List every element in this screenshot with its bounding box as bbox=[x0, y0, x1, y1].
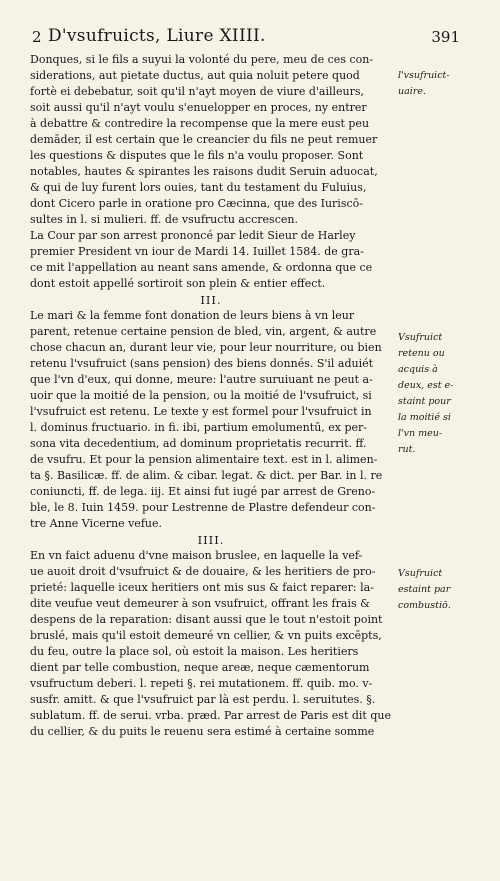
text-line: sublatum. ff. de serui. vrba. præd. Par arrest de Paris est dit que bbox=[30, 709, 391, 722]
section-3-body bbox=[30, 308, 392, 532]
text-line: & qui de luy furent lors ouies, tant du testament du Fuluius, bbox=[30, 181, 367, 194]
text-line: dite veufue veut demeurer à son vsufruict, offrant les frais & bbox=[30, 597, 370, 610]
text-line: Le mari & la femme font donation de leurs biens à vn leur bbox=[30, 309, 355, 322]
text-line: chose chacun an, durant leur vie, pour leur nourriture, ou bien bbox=[30, 341, 382, 354]
main-text bbox=[30, 52, 392, 740]
text-line: ble, le 8. Iuin 1459. pour Lestrenne de Plastre defendeur con- bbox=[30, 501, 376, 514]
text-line: à debattre & contredire la recompense que la mere eust peu bbox=[30, 117, 370, 130]
marginal-note-3 bbox=[398, 566, 478, 614]
running-head bbox=[30, 26, 460, 50]
text-line: soit aussi qu'il n'ayt voulu s'enuelopper en proces, ny entrer bbox=[30, 101, 367, 114]
text-line: ce mit l'appellation au neant sans amende, & ordonna que ce bbox=[30, 261, 373, 274]
marginal-line: l'vn meu- bbox=[398, 428, 443, 439]
text-line: coniuncti, ff. de lega. iij. Et ainsi fut iugé par arrest de Greno- bbox=[30, 485, 376, 498]
marginal-line: l'vsufruict- bbox=[398, 70, 450, 81]
text-line: fortè ei debebatur, soit qu'il n'ayt moyen de viure d'ailleurs, bbox=[30, 85, 364, 98]
text-line: du feu, outre la place sol, où estoit la maison. Les heritiers bbox=[30, 645, 359, 658]
text-line: premier President vn iour de Mardi 14. Iuillet 1584. de gra- bbox=[30, 245, 364, 258]
text-line: siderations, aut pietate ductus, aut quia noluit petere quod bbox=[30, 69, 360, 82]
text-line: tre Anne Vicerne vefue. bbox=[30, 517, 162, 530]
text-line: l'vsufruict est retenu. Le texte y est formel pour l'vsufruict in bbox=[30, 405, 372, 418]
text-line: notables, hautes & spirantes les raisons dudit Seruin aduocat, bbox=[30, 165, 378, 178]
marginal-line: uaire. bbox=[398, 86, 427, 97]
paragraph-1 bbox=[30, 52, 392, 228]
text-line: susfr. amitt. & que l'vsufruict par là est perdu. l. seruitutes. §. bbox=[30, 693, 376, 706]
text-line: bruslé, mais qu'il estoit demeuré vn cellier, & vn puits excēpts, bbox=[30, 629, 382, 642]
text-line: En vn faict aduenu d'vne maison bruslee, en laquelle la vef- bbox=[30, 549, 363, 562]
text-line: demāder, il est certain que le creancier du fils ne peut remuer bbox=[30, 133, 378, 146]
section-heading-3: III. bbox=[200, 293, 222, 307]
paragraph-2 bbox=[30, 228, 392, 292]
page-number-left: 2 bbox=[32, 28, 42, 46]
marginal-line: staint pour bbox=[398, 396, 451, 407]
text-line: vsufructum deberi. l. repeti §. rei mutationem. ff. quib. mo. v- bbox=[30, 677, 373, 690]
text-line: dont Cicero parle in oratione pro Cæcinna, que des Iuriscō- bbox=[30, 197, 363, 210]
marginal-note-1 bbox=[398, 68, 478, 100]
marginal-line: Vsufruict bbox=[398, 568, 443, 579]
text-line: de vsufru. Et pour la pension alimentaire text. est in l. alimen- bbox=[30, 453, 378, 466]
text-line: uoir que la moitié de la pension, ou la moitié de l'vsufruict, si bbox=[30, 389, 372, 402]
marginal-line: la moitié si bbox=[398, 412, 451, 423]
marginal-line: retenu ou bbox=[398, 348, 445, 359]
text-line: ue auoit droit d'vsufruict & de douaire, & les heritiers de pro- bbox=[30, 565, 376, 578]
text-line: les questions & disputes que le fils n'a voulu proposer. Sont bbox=[30, 149, 364, 162]
marginal-line: acquis à bbox=[398, 364, 438, 375]
text-line: sona vita decedentium, ad dominum proprietatis recurrit. ff. bbox=[30, 437, 367, 450]
text-line: La Cour par son arrest prononcé par ledit Sieur de Harley bbox=[30, 229, 356, 242]
marginal-line: Vsufruict bbox=[398, 332, 443, 343]
page-number-right: 391 bbox=[431, 28, 460, 46]
text-line: dient par telle combustion, neque areæ, neque cæmentorum bbox=[30, 661, 370, 674]
text-line: l. dominus fructuario. in fi. ibi, partium emolumentū, ex per- bbox=[30, 421, 368, 434]
text-line: dont estoit appellé sortiroit son plein & entier effect. bbox=[30, 277, 326, 290]
marginal-line: combustiō. bbox=[398, 600, 451, 611]
text-line: Donques, si le fils a suyui la volonté du pere, meu de ces con- bbox=[30, 53, 374, 66]
text-line: parent, retenue certaine pension de bled, vin, argent, & autre bbox=[30, 325, 377, 338]
text-line: prieté: laquelle iceux heritiers ont mis sus & faict reparer: la- bbox=[30, 581, 374, 594]
section-heading-4: IIII. bbox=[197, 533, 225, 547]
marginal-note-2 bbox=[398, 330, 478, 458]
marginal-line: rut. bbox=[398, 444, 416, 455]
text-line: despens de la reparation: disant aussi que le tout n'estoit point bbox=[30, 613, 383, 626]
marginal-line: deux, est e- bbox=[398, 380, 454, 391]
marginal-line: estaint par bbox=[398, 584, 451, 595]
text-line: retenu l'vsufruict (sans pension) des biens donnés. S'il aduiét bbox=[30, 357, 374, 370]
text-line: sultes in l. si mulieri. ff. de vsufructu accrescen. bbox=[30, 213, 298, 226]
text-line: du cellier, & du puits le reuenu sera estimé à certaine somme bbox=[30, 725, 375, 738]
section-4-body bbox=[30, 548, 392, 740]
text-line: que l'vn d'eux, qui donne, meure: l'autre suruiuant ne peut a- bbox=[30, 373, 373, 386]
text-line: ta §. Basilicæ. ff. de alim. & cibar. legat. & dict. per Bar. in l. re bbox=[30, 469, 383, 482]
running-title: D'vsufruicts, Liure XIIII. bbox=[48, 26, 266, 46]
